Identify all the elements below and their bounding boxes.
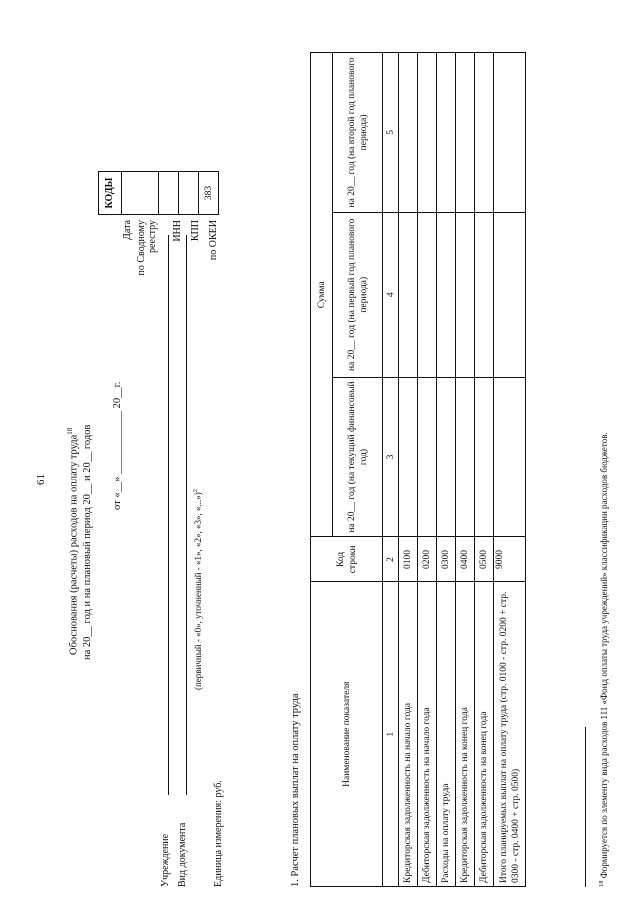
row-code: 0300 <box>437 537 456 582</box>
row-code: 0200 <box>418 537 437 582</box>
col-header-year-1: на 20__ год (на текущий финансовый год) <box>333 377 383 537</box>
row-name-total: Итого планируемых выплат на оплату труда (стр. 0100 - стр. 0200 + стр. 0300 - стр. 0400 + стр. 0500) <box>494 582 526 887</box>
code-label-okei: по ОКЕИ <box>208 220 219 261</box>
footnote-number: 18 <box>598 880 605 887</box>
footnote <box>598 432 609 887</box>
title-footnote-ref: 18 <box>66 427 74 435</box>
document-title <box>66 428 80 655</box>
col-number: 1 <box>383 582 399 887</box>
row-code: 0100 <box>399 537 418 582</box>
col-number: 4 <box>383 212 399 377</box>
institution-field-line[interactable] <box>168 235 169 795</box>
value-cell[interactable] <box>494 377 526 537</box>
value-cell[interactable] <box>494 212 526 377</box>
row-name: Дебиторская задолженность на начало года <box>418 582 437 887</box>
row-code: 0400 <box>456 537 475 582</box>
table-row <box>437 53 456 887</box>
value-cell[interactable] <box>399 53 418 213</box>
section-title: 1. Расчет плановых выплат на оплату труда <box>290 693 301 887</box>
code-value-kpp[interactable] <box>179 172 199 215</box>
value-cell[interactable] <box>494 53 526 213</box>
value-cell[interactable] <box>475 212 494 377</box>
value-cell[interactable] <box>399 212 418 377</box>
row-code: 9000 <box>494 537 526 582</box>
code-label-date: Дата <box>122 220 133 240</box>
code-label-registry: по Сводному реестру <box>136 220 158 276</box>
value-cell[interactable] <box>399 377 418 537</box>
value-cell[interactable] <box>437 377 456 537</box>
row-name: Дебиторская задолженность на конец года <box>475 582 494 887</box>
page-number: 61 <box>35 474 47 485</box>
table-row <box>418 53 437 887</box>
doc-type-field-line[interactable] <box>186 235 187 795</box>
value-cell[interactable] <box>437 212 456 377</box>
footnote-text: Формируется по элементу вида расходов 111 «Фонд оплаты труда учреждений» классификации расходов бюджетов. <box>599 432 609 879</box>
doc-type-hint <box>192 489 203 690</box>
code-value-okei[interactable]: 383 <box>199 172 219 215</box>
value-cell[interactable] <box>456 212 475 377</box>
date-line: от «__» ____________ 20__г. <box>112 381 123 510</box>
table-row <box>399 53 418 887</box>
value-cell[interactable] <box>475 377 494 537</box>
table-row <box>475 53 494 887</box>
institution-label: Учреждение <box>160 833 171 887</box>
codes-header: КОДЫ <box>99 172 122 215</box>
payroll-calculation-table <box>310 52 526 887</box>
col-header-sum: Сумма <box>311 53 333 537</box>
code-label-kpp: КПП <box>190 220 201 242</box>
col-header-code: Код строки <box>311 537 383 582</box>
row-name: Кредиторская задолженность на начало года <box>399 582 418 887</box>
value-cell[interactable] <box>418 212 437 377</box>
value-cell[interactable] <box>418 377 437 537</box>
value-cell[interactable] <box>418 53 437 213</box>
title-line-2: на 20__ год и на плановый период 20__ и 20__ годов <box>82 424 93 660</box>
col-number: 3 <box>383 377 399 537</box>
title-line-1: Обоснования (расчеты) расходов на оплату труда <box>68 434 80 655</box>
col-header-year-2: на 20__ год (на первый год планового периода) <box>333 212 383 377</box>
col-number: 2 <box>383 537 399 582</box>
code-label-inn: ИНН <box>172 220 183 242</box>
table-row-total <box>494 53 526 887</box>
value-cell[interactable] <box>475 53 494 213</box>
col-header-year-3: на 20__ год (на второй год планового периода) <box>333 53 383 213</box>
code-value-date[interactable] <box>122 172 159 215</box>
doc-type-hint-text: (первичный - «0», уточненный - «1», «2», «3», «...») <box>193 492 203 690</box>
col-number: 5 <box>383 53 399 213</box>
code-value-inn[interactable] <box>159 172 179 215</box>
row-name: Кредиторская задолженность на конец года <box>456 582 475 887</box>
row-name: Расходы на оплату труда <box>437 582 456 887</box>
doc-type-footnote-ref: 2 <box>192 489 199 493</box>
unit-label: Единица измерения: руб. <box>213 780 224 887</box>
row-code: 0500 <box>475 537 494 582</box>
col-header-name: Наименование показателя <box>311 582 383 887</box>
codes-table <box>98 171 219 215</box>
table-row <box>456 53 475 887</box>
value-cell[interactable] <box>456 377 475 537</box>
doc-type-label: Вид документа <box>177 822 188 887</box>
value-cell[interactable] <box>456 53 475 213</box>
value-cell[interactable] <box>437 53 456 213</box>
footnote-separator <box>585 727 586 887</box>
